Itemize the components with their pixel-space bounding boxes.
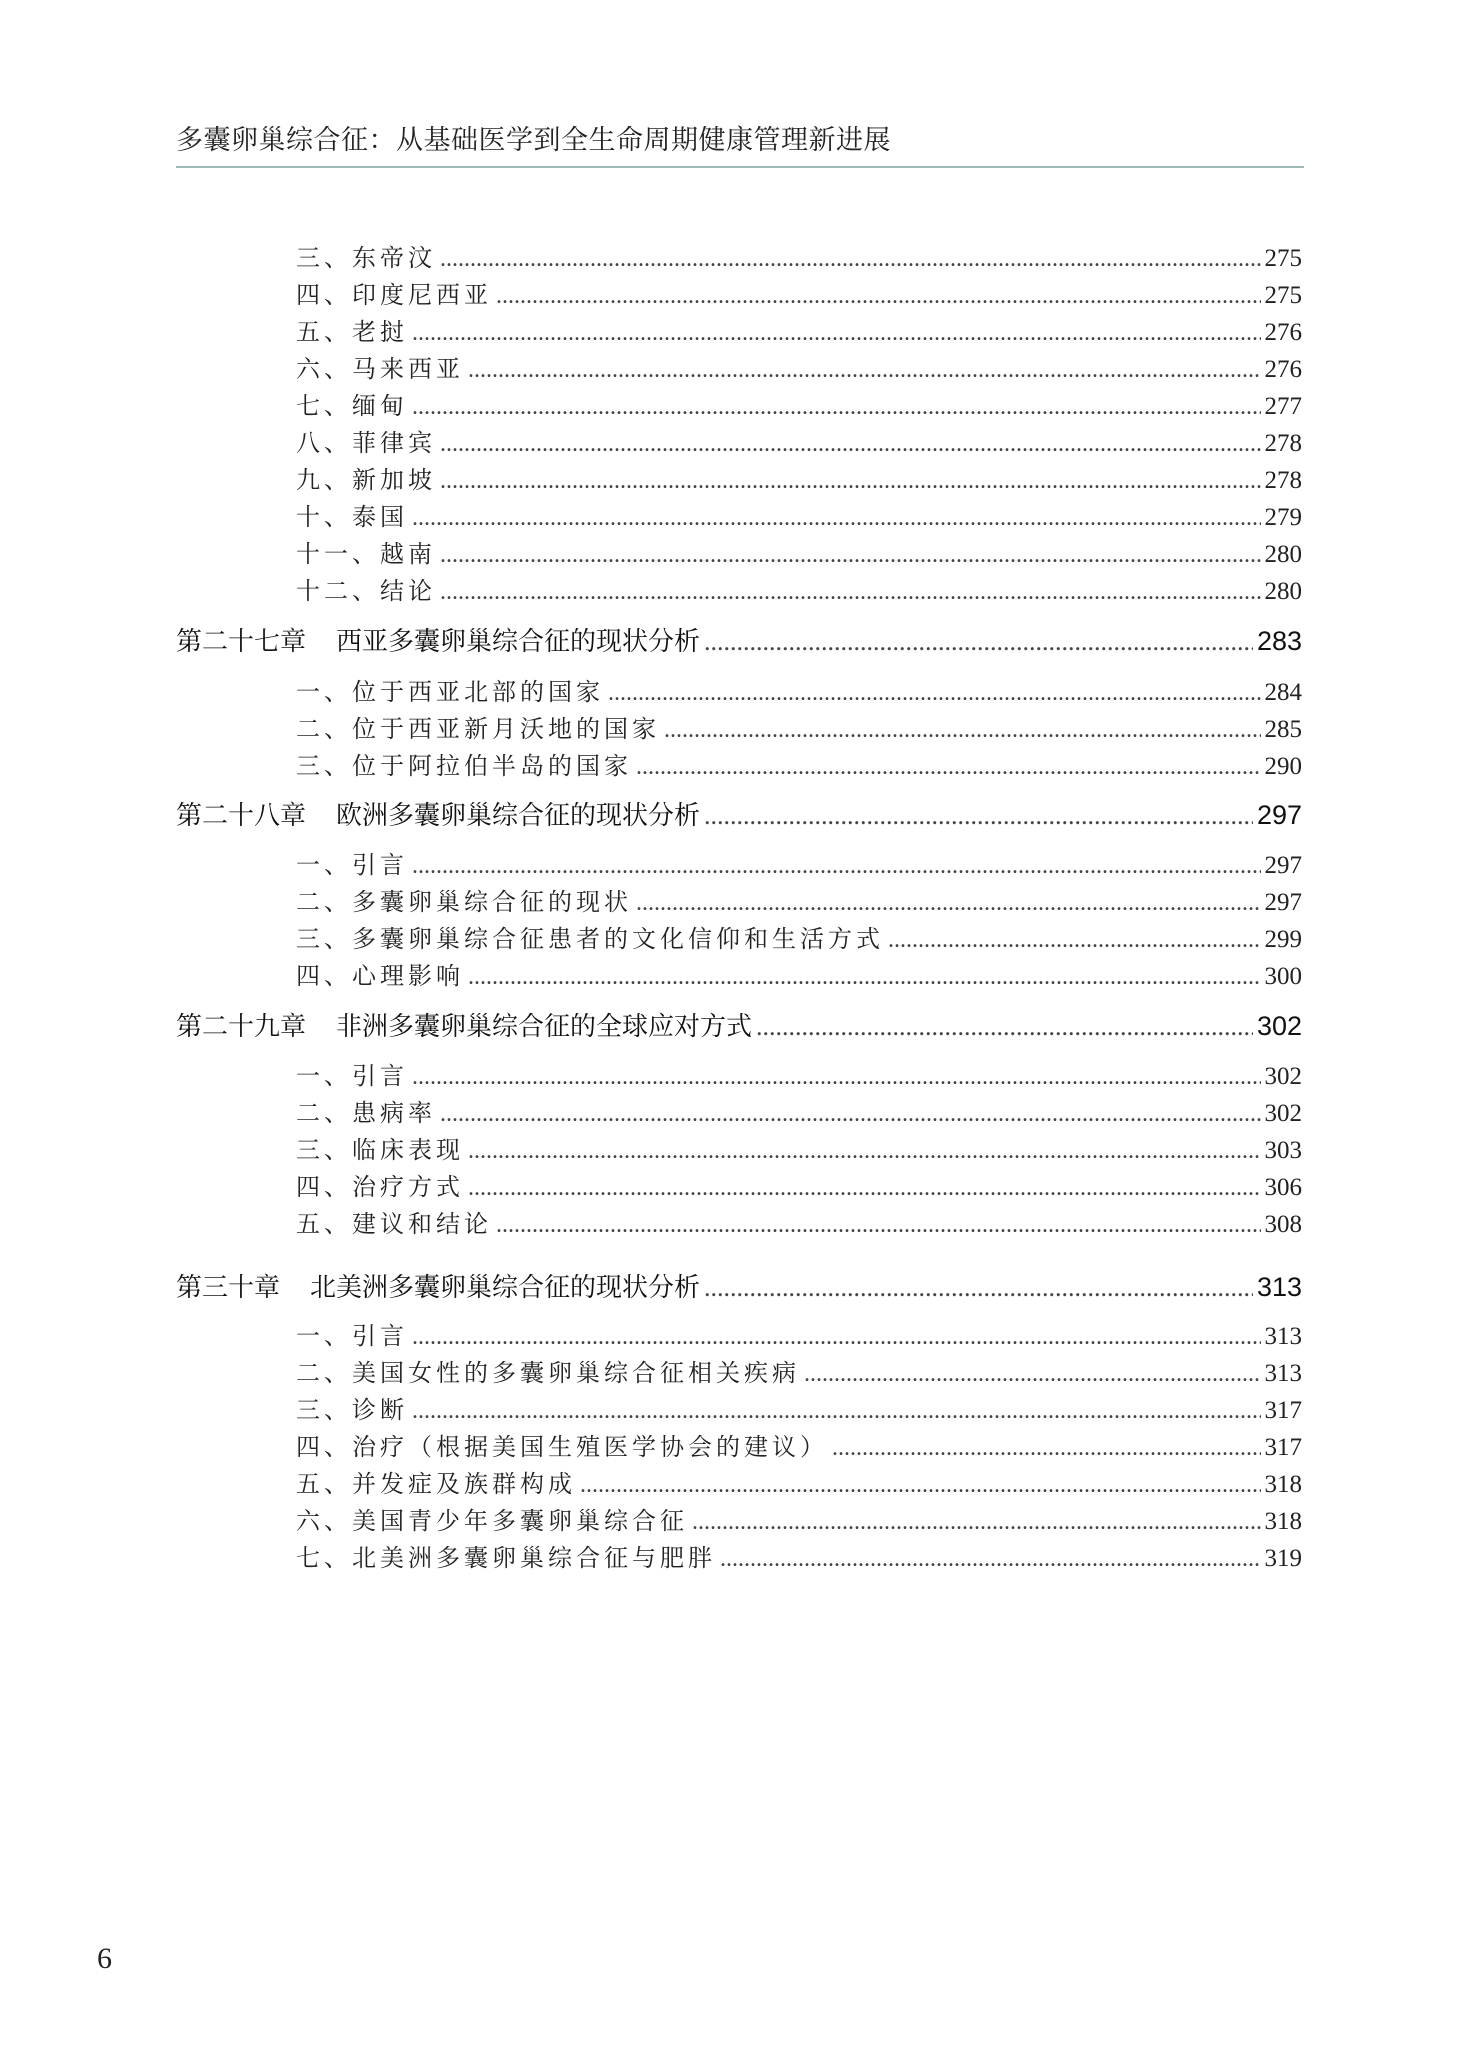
toc-page-number: 308 <box>1264 1211 1302 1238</box>
toc-section-label: 二、多囊卵巢综合征的现状 <box>296 888 632 916</box>
dot-leader <box>832 1435 1261 1462</box>
dot-leader <box>412 505 1261 532</box>
dot-leader <box>412 853 1261 880</box>
toc-section-entry[interactable] <box>296 1056 1302 1091</box>
dot-leader <box>636 754 1261 781</box>
toc-section-entry[interactable] <box>296 1204 1302 1239</box>
dot-leader <box>468 964 1261 991</box>
toc-section-label: 四、治疗（根据美国生殖医学协会的建议） <box>296 1433 828 1461</box>
toc-section-label: 五、并发症及族群构成 <box>296 1470 576 1498</box>
toc-section-entry[interactable] <box>296 845 1302 880</box>
toc-section-label: 四、心理影响 <box>296 962 464 990</box>
toc-page-number: 297 <box>1264 852 1302 879</box>
toc-section-entry[interactable] <box>296 1390 1302 1425</box>
page-number: 6 <box>97 1942 112 1975</box>
dot-leader <box>440 1101 1261 1128</box>
dot-leader <box>636 890 1261 917</box>
toc-section-label: 八、菲律宾 <box>296 429 436 457</box>
toc-page-number: 302 <box>1256 1011 1302 1041</box>
toc-section-label: 三、临床表现 <box>296 1136 464 1164</box>
toc-page-number: 313 <box>1264 1323 1302 1350</box>
toc-section-label: 二、患病率 <box>296 1099 436 1127</box>
toc-page-number: 276 <box>1264 319 1302 346</box>
dot-leader <box>412 320 1261 347</box>
toc-page-number: 275 <box>1264 245 1302 272</box>
dot-leader <box>704 801 1253 831</box>
toc-page-number: 297 <box>1256 800 1302 830</box>
toc-section-entry[interactable] <box>296 238 1302 273</box>
toc-section-entry[interactable] <box>296 919 1302 954</box>
toc-section-entry[interactable] <box>296 571 1302 606</box>
toc-chapter-entry[interactable] <box>176 1267 1302 1304</box>
dot-leader <box>580 1472 1261 1499</box>
toc-page-number: 297 <box>1264 889 1302 916</box>
dot-leader <box>468 357 1261 384</box>
toc-page-number: 283 <box>1256 626 1302 656</box>
toc-section-entry[interactable] <box>296 1316 1302 1351</box>
toc-chapter-title: 西亚多囊卵巢综合征的现状分析 <box>336 627 701 657</box>
toc-section-entry[interactable] <box>296 882 1302 917</box>
toc-section-label: 一、引言 <box>296 1322 408 1350</box>
toc-section-entry[interactable] <box>296 423 1302 458</box>
dot-leader <box>468 1138 1261 1165</box>
toc-section-label: 六、美国青少年多囊卵巢综合征 <box>296 1507 688 1535</box>
toc-page-number: 302 <box>1264 1063 1302 1090</box>
toc-section-label: 一、引言 <box>296 1062 408 1090</box>
toc-section-label: 十一、越南 <box>296 540 436 568</box>
toc-section-label: 七、北美洲多囊卵巢综合征与肥胖 <box>296 1544 716 1572</box>
dot-leader <box>440 431 1261 458</box>
toc-section-entry[interactable] <box>296 1501 1302 1536</box>
toc-section-label: 七、缅甸 <box>296 392 408 420</box>
toc-chapter-entry[interactable] <box>176 1006 1302 1043</box>
toc-section-label: 六、马来西亚 <box>296 355 464 383</box>
toc-section-label: 四、印度尼西亚 <box>296 281 492 309</box>
toc-section-entry[interactable] <box>296 534 1302 569</box>
toc-page-number: 276 <box>1264 356 1302 383</box>
dot-leader <box>440 246 1261 273</box>
toc-page-number: 277 <box>1264 393 1302 420</box>
dot-leader <box>412 1064 1261 1091</box>
toc-section-label: 二、位于西亚新月沃地的国家 <box>296 715 660 743</box>
toc-page-number: 284 <box>1264 679 1302 706</box>
toc-section-entry[interactable] <box>296 460 1302 495</box>
toc-page-number: 317 <box>1264 1397 1302 1424</box>
toc-chapter-title: 北美洲多囊卵巢综合征的现状分析 <box>310 1273 701 1303</box>
toc-chapter-number: 第三十章 <box>176 1273 281 1303</box>
toc-section-label: 四、治疗方式 <box>296 1173 464 1201</box>
toc-section-label: 三、位于阿拉伯半岛的国家 <box>296 752 632 780</box>
toc-chapter-number: 第二十九章 <box>176 1012 307 1042</box>
dot-leader <box>804 1361 1261 1388</box>
toc-section-entry[interactable] <box>296 1353 1302 1388</box>
toc-page-number: 313 <box>1256 1272 1302 1302</box>
dot-leader <box>412 1324 1261 1351</box>
toc-section-label: 三、诊断 <box>296 1396 408 1424</box>
toc-page-number: 302 <box>1264 1100 1302 1127</box>
dot-leader <box>412 1398 1261 1425</box>
toc-chapter-title: 非洲多囊卵巢综合征的全球应对方式 <box>336 1012 753 1042</box>
toc-section-label: 三、多囊卵巢综合征患者的文化信仰和生活方式 <box>296 925 884 953</box>
toc-page-number: 278 <box>1264 430 1302 457</box>
dot-leader <box>440 579 1261 606</box>
dot-leader <box>720 1546 1261 1573</box>
toc-section-entry[interactable] <box>296 1427 1302 1462</box>
dot-leader <box>704 627 1253 657</box>
toc-page-number: 299 <box>1264 926 1302 953</box>
toc-section-entry[interactable] <box>296 275 1302 310</box>
toc-section-entry[interactable] <box>296 1093 1302 1128</box>
toc-chapter-title: 欧洲多囊卵巢综合征的现状分析 <box>336 801 701 831</box>
toc-section-entry[interactable] <box>296 349 1302 384</box>
toc-section-entry[interactable] <box>296 709 1302 744</box>
dot-leader <box>496 283 1261 310</box>
toc-section-label: 九、新加坡 <box>296 466 436 494</box>
toc-section-label: 十二、结论 <box>296 577 436 605</box>
dot-leader <box>664 717 1261 744</box>
toc-section-entry[interactable] <box>296 1538 1302 1573</box>
toc-section-entry[interactable] <box>296 956 1302 991</box>
toc-page-number: 303 <box>1264 1137 1302 1164</box>
dot-leader <box>608 680 1261 707</box>
toc-chapter-entry[interactable] <box>176 795 1302 832</box>
toc-section-entry[interactable] <box>296 1130 1302 1165</box>
toc-section-label: 一、位于西亚北部的国家 <box>296 678 604 706</box>
toc-section-label: 二、美国女性的多囊卵巢综合征相关疾病 <box>296 1359 800 1387</box>
dot-leader <box>704 1273 1253 1303</box>
toc-section-label: 十、泰国 <box>296 503 408 531</box>
dot-leader <box>496 1212 1261 1239</box>
toc-section-entry[interactable] <box>296 497 1302 532</box>
toc-page-number: 317 <box>1264 1434 1302 1461</box>
toc-page-number: 313 <box>1264 1360 1302 1387</box>
toc-chapter-entry[interactable] <box>176 621 1302 658</box>
toc-chapter-number: 第二十七章 <box>176 627 307 657</box>
toc-page-number: 318 <box>1264 1508 1302 1535</box>
toc-page-number: 285 <box>1264 716 1302 743</box>
toc-section-label: 五、老挝 <box>296 318 408 346</box>
toc-page-number: 319 <box>1264 1545 1302 1572</box>
dot-leader <box>888 927 1261 954</box>
dot-leader <box>412 394 1261 421</box>
toc-section-entry[interactable] <box>296 672 1302 707</box>
dot-leader <box>756 1012 1253 1042</box>
toc-section-entry[interactable] <box>296 746 1302 781</box>
dot-leader <box>440 468 1261 495</box>
dot-leader <box>440 542 1261 569</box>
toc-page-number: 278 <box>1264 467 1302 494</box>
toc-page-number: 318 <box>1264 1471 1302 1498</box>
dot-leader <box>468 1175 1261 1202</box>
toc-page-number: 300 <box>1264 963 1302 990</box>
toc-page-number: 280 <box>1264 578 1302 605</box>
toc-page-number: 290 <box>1264 753 1302 780</box>
toc-section-entry[interactable] <box>296 386 1302 421</box>
toc-section-entry[interactable] <box>296 312 1302 347</box>
toc-page-number: 275 <box>1264 282 1302 309</box>
toc-page-number: 280 <box>1264 541 1302 568</box>
toc-section-label: 五、建议和结论 <box>296 1210 492 1238</box>
toc-section-entry[interactable] <box>296 1464 1302 1499</box>
toc-section-label: 一、引言 <box>296 851 408 879</box>
toc-section-entry[interactable] <box>296 1167 1302 1202</box>
toc-page-number: 306 <box>1264 1174 1302 1201</box>
toc-page-number: 279 <box>1264 504 1302 531</box>
running-header: 多囊卵巢综合征：从基础医学到全生命周期健康管理新进展 <box>176 125 891 156</box>
dot-leader <box>692 1509 1261 1536</box>
toc-section-label: 三、东帝汶 <box>296 244 436 272</box>
toc-chapter-number: 第二十八章 <box>176 801 307 831</box>
